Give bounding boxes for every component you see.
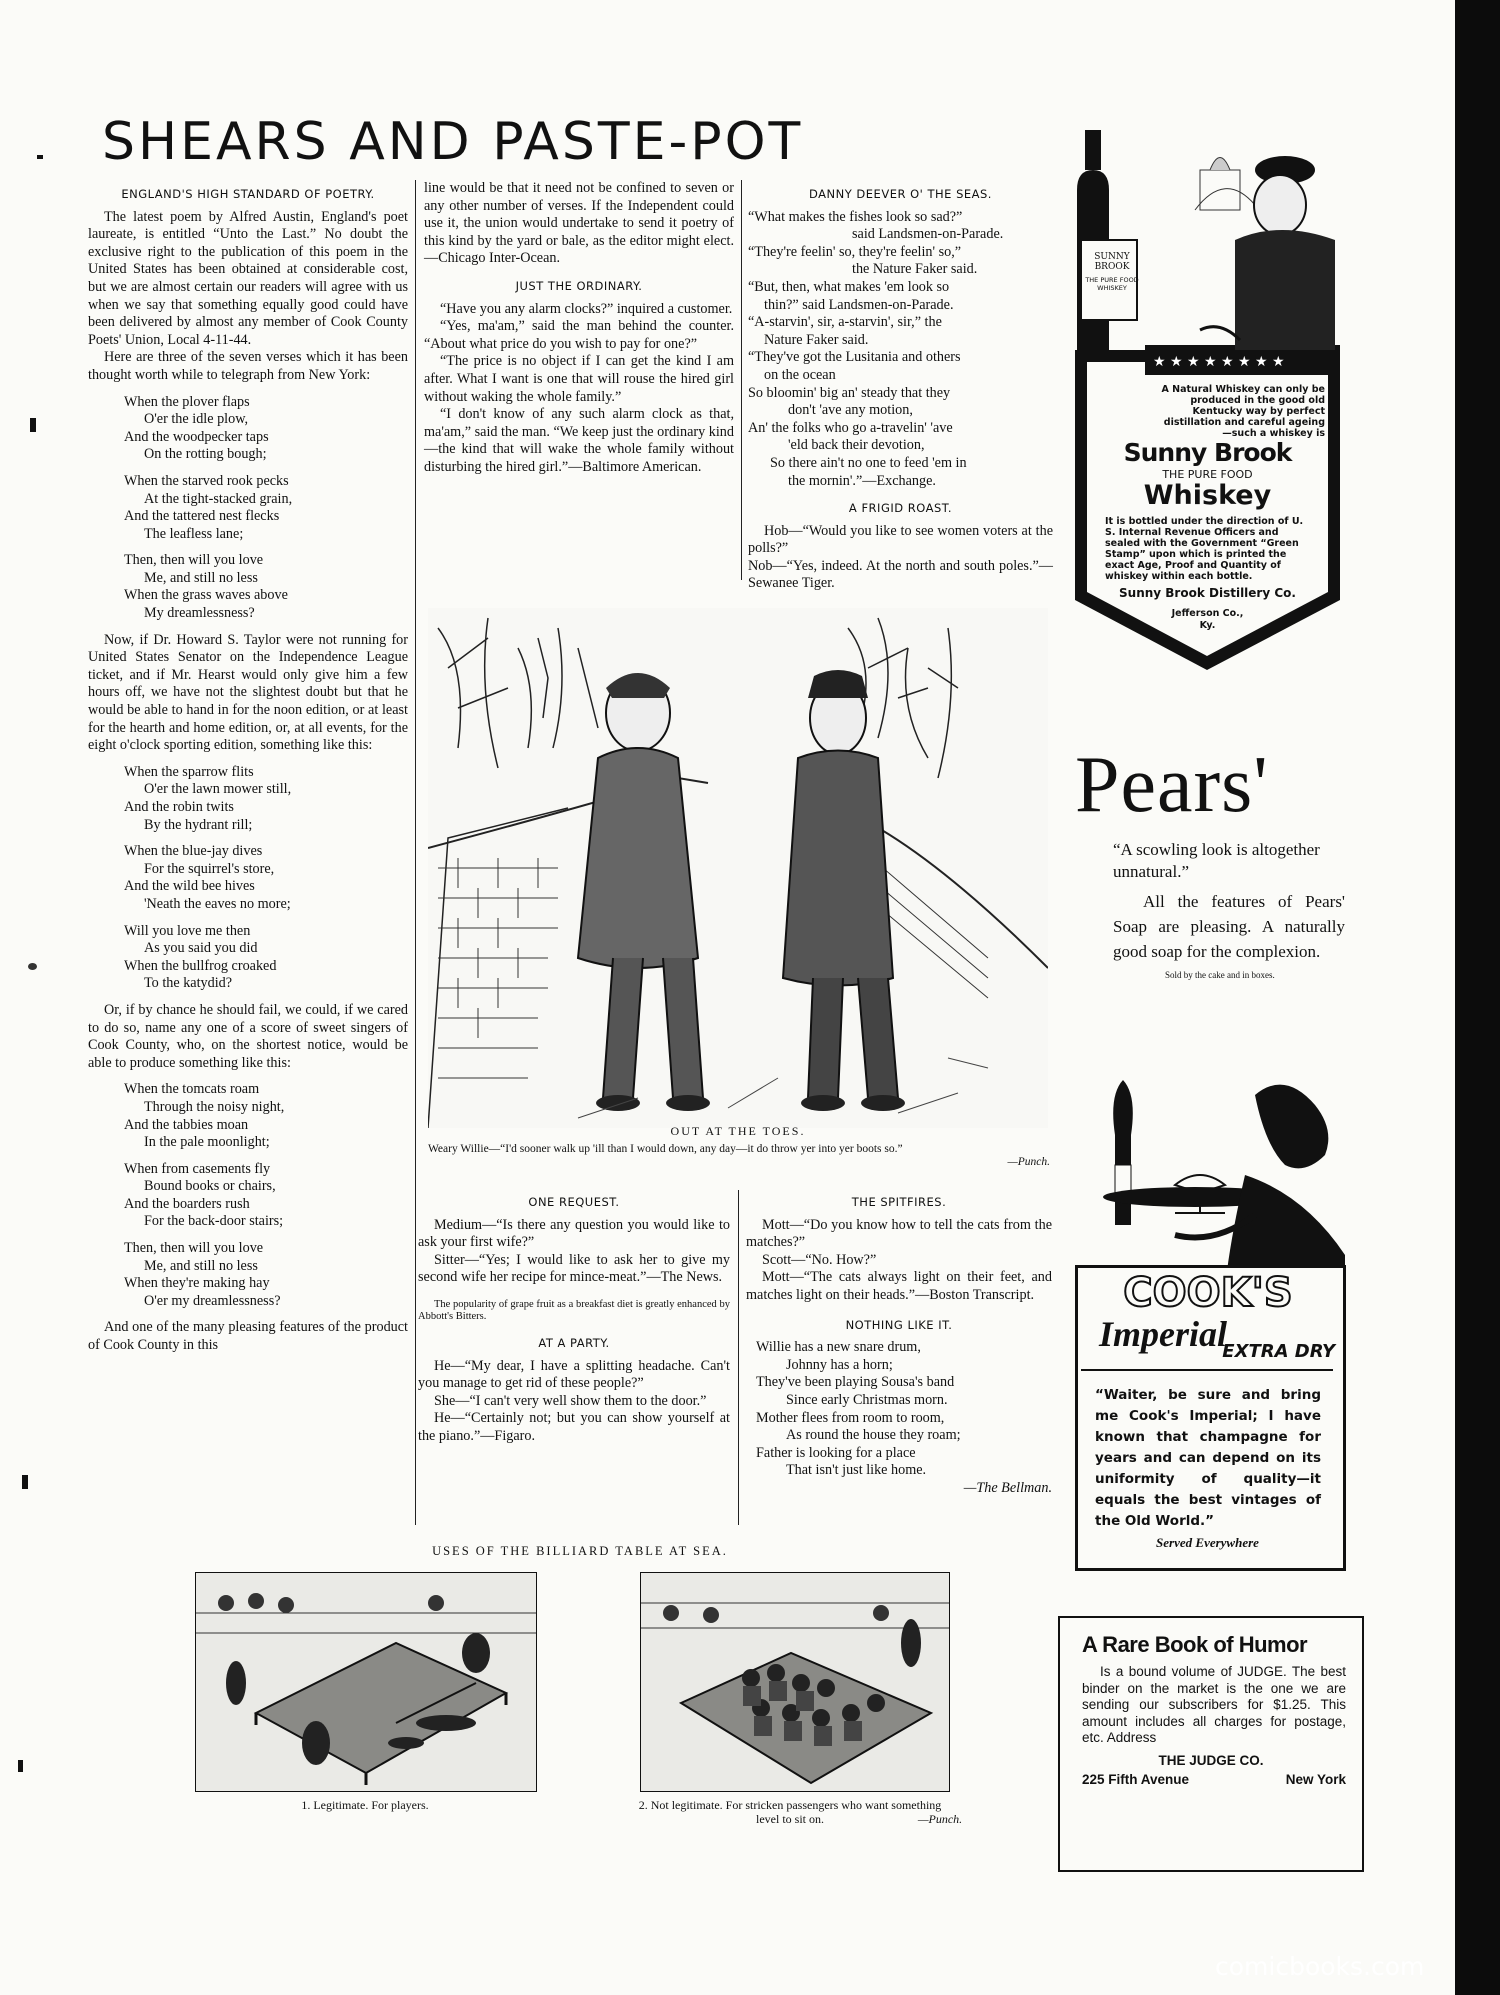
page-title: SHEARS AND PASTE-POT [102,112,804,172]
verse-line: And the wild bee hives [124,878,255,895]
article-heading: AT A PARTY. [538,1335,610,1350]
verse-line: When the bullfrog croaked [124,957,277,974]
verse-line: And the tabbies moan [124,1116,249,1133]
cartoon-title: OUT AT THE TOES. [670,1124,806,1138]
margin-mark [37,155,43,159]
poem-line: don't 'ave any motion, [788,402,913,419]
poem-line: “A-starvin', sir, a-starvin', sir,” the [748,314,942,331]
verse [124,1161,408,1231]
billiard-credit: —Punch. [917,1812,963,1826]
poem-line: “What makes the fishes look so sad?” [748,208,963,225]
verse-line: Will you love me then [124,922,251,939]
pears-body: All the features of Pears' Soap are pleasing. A naturally good soap for the complexion. [1113,892,1345,961]
poem [746,1339,1052,1497]
verse-line: Me, and still no less [144,569,258,586]
verse-line: My dreamlessness? [144,605,255,622]
verse [124,552,408,622]
column-rule [415,180,416,1525]
column-2 [424,180,734,477]
article-heading: NOTHING LIKE IT. [845,1317,953,1332]
article-heading: A FRIGID ROAST. [848,501,953,516]
paragraph: “The price is no object if I can get the kind I am after. What I want is one that will rouse the hired girl without waking the whole family.” [424,353,734,405]
poem-line: “They've got the Lusitania and others [748,349,961,366]
verse-line: And the robin twits [124,799,234,815]
paragraph: Here are three of the seven verses which it has been thought worth while to telegraph from New York: [88,349,408,383]
verse-line: When the blue-jay dives [124,843,263,860]
paragraph: Scott—“No. How?” [762,1251,877,1268]
verse-line: Bound books or chairs, [144,1178,276,1195]
sunnybrook-state: Ky. [1199,620,1216,631]
judge-company: THE JUDGE CO. [1158,1752,1264,1768]
poem-line: Since early Christmas morn. [786,1391,948,1408]
poem-line: 'eld back their devotion, [788,437,925,454]
billiard-illustration-1 [196,1573,536,1791]
cooks-quote: “Waiter, be sure and bring me Cook's Imperial; I have known that champagne for years and can depend on its uniformity of quality—it equals the best vintages of the Old World.” [1095,1387,1321,1529]
verse-line: When the starved rook pecks [124,472,289,489]
verse-line: And the tattered nest flecks [124,508,280,525]
billiard-caption-2: 2. Not legitimate. For stricken passengers who want something level to sit on. [638,1798,942,1826]
poem-line: the mornin'.”—Exchange. [788,472,936,489]
judge-address: 225 Fifth Avenue [1082,1771,1190,1787]
pears-brand: Pears' [1075,741,1269,829]
paragraph: He—“Certainly not; but you can show yourself at the piano.”—Figaro. [418,1410,730,1444]
sunnybrook-company: Sunny Brook Distillery Co. [1119,586,1296,600]
column-rule [741,180,742,580]
poem-line: As round the house they roam; [786,1427,961,1444]
poem-line: So bloomin' big an' steady that they [748,384,951,401]
verse-line: In the pale moonlight; [144,1134,270,1151]
article-heading: ONE REQUEST. [528,1195,620,1209]
poem-line: the Nature Faker said. [852,261,978,278]
verse [124,1081,408,1151]
watermark: comicbooks.com [1215,1952,1425,1981]
article-heading: ENGLAND'S HIGH STANDARD OF POETRY. [121,187,375,201]
cartoon-out-at-the-toes [428,608,1048,1128]
cooks-imperial: Imperial [1099,1314,1228,1354]
verse [124,1240,408,1310]
verse-line: O'er the lawn mower still, [144,781,292,798]
bottle-label: SUNNY BROOK [1094,252,1130,272]
judge-address-row [1082,1772,1346,1787]
pears-quote: “A scowling look is altogether unnatural.” [1113,840,1320,881]
paragraph: Mott—“Do you know how to tell the cats from the matches?” [746,1216,1052,1251]
margin-mark [28,963,37,970]
verse-line: Me, and still no less [144,1257,258,1274]
verse-line: To the katydid? [144,975,233,992]
cooks-served: Served Everywhere [1156,1535,1259,1550]
bottle-sublabel: THE PURE FOOD WHISKEY [1085,276,1139,292]
poem-line: thin?” said Landsmen-on-Parade. [764,296,954,313]
poem-line: Nature Faker said. [764,331,869,348]
lower-column-right [746,1188,1052,1498]
verse-line: And the boarders rush [124,1195,250,1212]
poem-line: “But, then, what makes 'em look so [748,278,950,295]
paragraph: Mott—“The cats always light on their feet, and matches light on their heads.”—Boston Transcript. [746,1269,1052,1303]
advertising-note: The popularity of grape fruit as a breakfast diet is greatly enhanced by Abbott's Bitters. [418,1298,730,1322]
sunnybrook-product: Whiskey [1143,480,1272,511]
billiard-cartoon-1 [195,1572,537,1792]
paragraph: “Have you any alarm clocks?” inquired a customer. [440,300,733,317]
poem-line: said Landsmen-on-Parade. [852,226,1004,243]
poem-line: They've been playing Sousa's band [756,1374,955,1391]
poem-line: on the ocean [764,366,836,383]
verse-line: O'er my dreamlessness? [144,1292,281,1309]
billiard-caption-1: 1. Legitimate. For players. [301,1798,429,1812]
judge-title: A Rare Book of Humor [1082,1632,1308,1657]
paragraph: “Yes, ma'am,” said the man behind the counter. “About what price do you wish to pay for one?” [424,318,734,352]
article-heading: JUST THE ORDINARY. [515,278,643,293]
verse-line: When the plover flaps [124,393,250,410]
verse-line: On the rotting bough; [144,446,267,463]
poem-line: “They're feelin' so, they're feelin' so,” [748,243,962,260]
column-3 [748,180,1053,593]
paragraph: Medium—“Is there any question you would like to ask your first wife?” [418,1216,730,1251]
verse-line: Then, then will you love [124,552,264,569]
verse-line: When the grass waves above [124,587,288,604]
verse-line: Through the noisy night, [144,1098,285,1115]
sunnybrook-body: It is bottled under the direction of U. S. Internal Revenue Officers and sealed with the Government “Green Stamp” upon which is printed the exact Age, Proof and Quantity of whiskey within each bottle. [1105,516,1304,582]
pears-small-print: Sold by the cake and in boxes. [1165,970,1275,980]
sunnybrook-tagline: THE PURE FOOD [1162,468,1253,481]
verse [124,843,408,913]
cooks-extra-dry: EXTRA DRY [1222,1341,1335,1362]
scan-edge [1455,0,1500,1995]
paragraph: She—“I can't very well show them to the door.” [434,1392,707,1409]
margin-mark [18,1760,23,1772]
paragraph: Nob—“Yes, indeed. At the north and south poles.”—Sewanee Tiger. [748,557,1053,592]
margin-mark [30,418,36,432]
paragraph: And one of the many pleasing features of the product of Cook County in this [88,1319,408,1354]
verse-line: As you said you did [144,940,258,957]
verse-line: When the tomcats roam [124,1081,260,1098]
margin-mark [22,1475,28,1489]
judge-ad [1058,1616,1364,1872]
billiard-cartoon-2 [640,1572,950,1792]
sunnybrook-location: Jefferson Co., [1171,608,1244,619]
sunnybrook-intro: A Natural Whiskey can only be produced in the good old Kentucky way by perfect distillation and careful ageing—such a whiskey is [1161,384,1325,439]
poem-line: Johnny has a horn; [786,1356,893,1373]
column-1 [88,180,408,1355]
paragraph: Or, if by chance he should fail, we could, if we cared to do so, name any one of a score of sweet singers of Cook County, who, on the shortest notice, would be able to produce something like this: [88,1001,408,1071]
sunnybrook-brand: Sunny Brook [1123,438,1292,467]
cartoon-illustration [428,608,1048,1128]
cartoon-credit: —Punch. [1007,1156,1050,1168]
sunnybrook-ad [1075,130,1340,670]
poem [748,209,1053,491]
verse-line: At the tight-stacked grain, [144,490,293,507]
lower-column-left [418,1188,730,1446]
paragraph: Hob—“Would you like to see women voters at the polls?” [748,522,1053,557]
paragraph: The latest poem by Alfred Austin, England's poet laureate, is entitled “Unto the Last.” No doubt the exclusive right to the publication of this poem in the United States has been obtained at considerable cost, but we are almost certain our readers will agree with us when we say that something equally good could have been delivered by almost any member of Cook County Poets' Union, Local 4-11-44. [88,208,408,348]
verse [124,923,408,993]
paragraph: Sitter—“Yes; I would like to ask her to give my second wife her recipe for mince-meat.”—The News. [418,1251,730,1286]
cartoon-caption: Weary Willie—“I'd sooner walk up 'ill than I would down, any day—it do throw yer into yer boots so.” [428,1143,903,1155]
judge-body: Is a bound volume of JUDGE. The best binder on the market is the one we are sending our subscribers for $1.25. This amount includes all charges for postage, etc. Address [1082,1664,1346,1745]
svg-text:★ ★ ★ ★ ★ ★ ★ ★: ★ ★ ★ ★ ★ ★ ★ ★ [1153,354,1285,370]
cooks-brand: COOK'S [1123,1270,1293,1316]
verse [124,473,408,543]
billiard-title: USES OF THE BILLIARD TABLE AT SEA. [432,1544,728,1558]
verse-line: Then, then will you love [124,1240,264,1257]
verse-line: When they're making hay [124,1275,270,1292]
verse-line: And the woodpecker taps [124,428,269,445]
poem-line: So there ain't no one to feed 'em in [770,454,967,471]
verse-line: 'Neath the eaves no more; [144,895,291,912]
poem-line: Willie has a new snare drum, [756,1339,921,1356]
verse-line: O'er the idle plow, [144,411,249,428]
poem-line: An' the folks who go a-travelin' 'ave [748,419,953,436]
poem-line: Mother flees from room to room, [756,1409,945,1426]
poem-line: Father is looking for a place [756,1444,916,1461]
cooks-ad [1075,1075,1350,1565]
paragraph: “I don't know of any such alarm clock as that, ma'am,” said the man. “We keep just the ordinary kind—the kind that will wake the whole family without disturbing the hired girl.”—Baltimore American. [424,406,734,475]
verse-line: The leafless lane; [144,525,244,542]
verse [124,394,408,464]
verse-line: For the squirrel's store, [144,860,275,877]
article-heading: DANNY DEEVER O' THE SEAS. [809,187,992,201]
paragraph: line would be that it need not be confined to seven or any other number of verses. If the Independent could use it, the union would undertake to send it poetry of this kind by the yard or bale, as the editor might elect.—Chicago Inter-Ocean. [424,180,734,267]
verse [124,764,408,834]
verse-line: For the back-door stairs; [144,1213,284,1230]
pears-ad [1075,741,1345,1045]
poem-line: That isn't just like home. [786,1462,927,1479]
poem-credit: —The Bellman. [963,1479,1052,1496]
billiard-illustration-2 [641,1573,949,1791]
verse-line: When from casements fly [124,1160,271,1177]
divider [1081,1369,1333,1371]
article-heading: THE SPITFIRES. [851,1195,947,1209]
paragraph: He—“My dear, I have a splitting headache. Can't you manage to get rid of these people?” [418,1357,730,1392]
paragraph: Now, if Dr. Howard S. Taylor were not running for United States Senator on the Independence League ticket, and if Mr. Hearst would only give him a few hours off, we have not the slightest doubt but that he would be able to hand in for the noon edition, or at least for the hearth and home edition, or, at all events, for the eight o'clock sporting edition, something like this: [88,631,408,754]
verse-line: By the hydrant rill; [144,816,253,833]
judge-city: New York [1285,1771,1346,1787]
verse-line: When the sparrow flits [124,763,254,780]
column-rule [738,1190,739,1525]
